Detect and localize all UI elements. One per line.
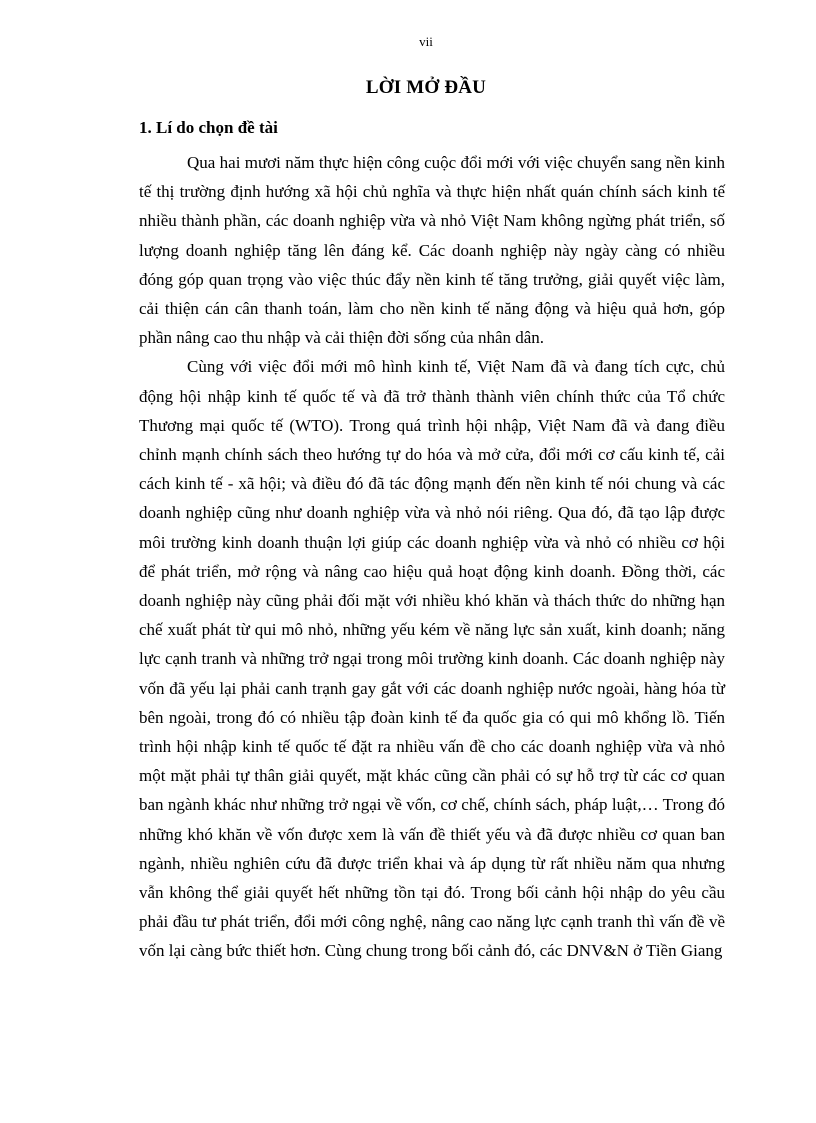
- page-number: vii: [419, 34, 433, 49]
- paragraph: Qua hai mươi năm thực hiện công cuộc đổi mới với việc chuyển sang nền kinh tế thị trường định hướng xã hội chủ nghĩa và thực hiện nhất quán chính sách kinh tế nhiều thành phần, các doanh nghiệp vừa và nhỏ Việt Nam không ngừng phát triển, số lượng doanh nghiệp tăng lên đáng kể. Các doanh nghiệp này ngày càng có nhiều đóng góp quan trọng vào việc thúc đẩy nền kinh tế tăng trưởng, giải quyết việc làm, cải thiện cán cân thanh toán, làm cho nền kinh tế năng động và hiệu quả hơn, góp phần nâng cao thu nhập và cải thiện đời sống của nhân dân.: [139, 153, 725, 348]
- body-text: [139, 148, 725, 966]
- paragraph: Cùng với việc đổi mới mô hình kinh tế, Việt Nam đã và đang tích cực, chủ động hội nhập kinh tế quốc tế và đã trở thành thành viên chính thức của Tổ chức Thương mại quốc tế (WTO). Trong quá trình hội nhập, Việt Nam đã và đang điều chỉnh mạnh chính sách theo hướng tự do hóa và mở cửa, đổi mới cơ cấu kinh tế, cải cách kinh tế - xã hội; và điều đó đã tác động mạnh đến nền kinh tế nói chung và các doanh nghiệp cũng như doanh nghiệp vừa và nhỏ nói riêng. Qua đó, đã tạo lập được môi trường kinh doanh thuận lợi giúp các doanh nghiệp vừa và nhỏ có nhiều cơ hội để phát triển, mở rộng và nâng cao hiệu quả hoạt động kinh doanh. Đồng thời, các doanh nghiệp này cũng phải đối mặt với nhiều khó khăn và thách thức do những hạn chế xuất phát từ qui mô nhỏ, những yếu kém về năng lực sản xuất, kinh doanh; năng lực cạnh tranh và những trở ngại trong môi trường kinh doanh. Các doanh nghiệp này vốn đã yếu lại phải canh trạnh gay gắt với các doanh nghiệp nước ngoài, hàng hóa từ bên ngoài, trong đó có nhiều tập đoàn kinh tế đa quốc gia có qui mô khổng lồ. Tiến trình hội nhập kinh tế quốc tế đặt ra nhiều vấn đề cho các doanh nghiệp vừa và nhỏ một mặt phải tự thân giải quyết, mặt khác cũng cần phải có sự hỗ trợ từ các cơ quan ban ngành khác như những trở ngại về vốn, cơ chế, chính sách, pháp luật,… Trong đó những khó khăn về vốn được xem là vấn đề thiết yếu và đã được nhiều cơ quan ban ngành, nhiều nghiên cứu đã được triển khai và áp dụng từ rất nhiều năm qua nhưng vẫn không thể giải quyết hết những tồn tại đó. Trong bối cảnh hội nhập do yêu cầu phải đầu tư phát triển, đổi mới công nghệ, nâng cao năng lực cạnh tranh thì vấn đề về vốn lại càng bức thiết hơn. Cùng chung trong bối cảnh đó, các DNV&N ở Tiền Giang: [139, 357, 725, 961]
- page-title: LỜI MỞ ĐẦU: [365, 77, 487, 98]
- section-heading: 1. Lí do chọn đề tài: [139, 118, 278, 137]
